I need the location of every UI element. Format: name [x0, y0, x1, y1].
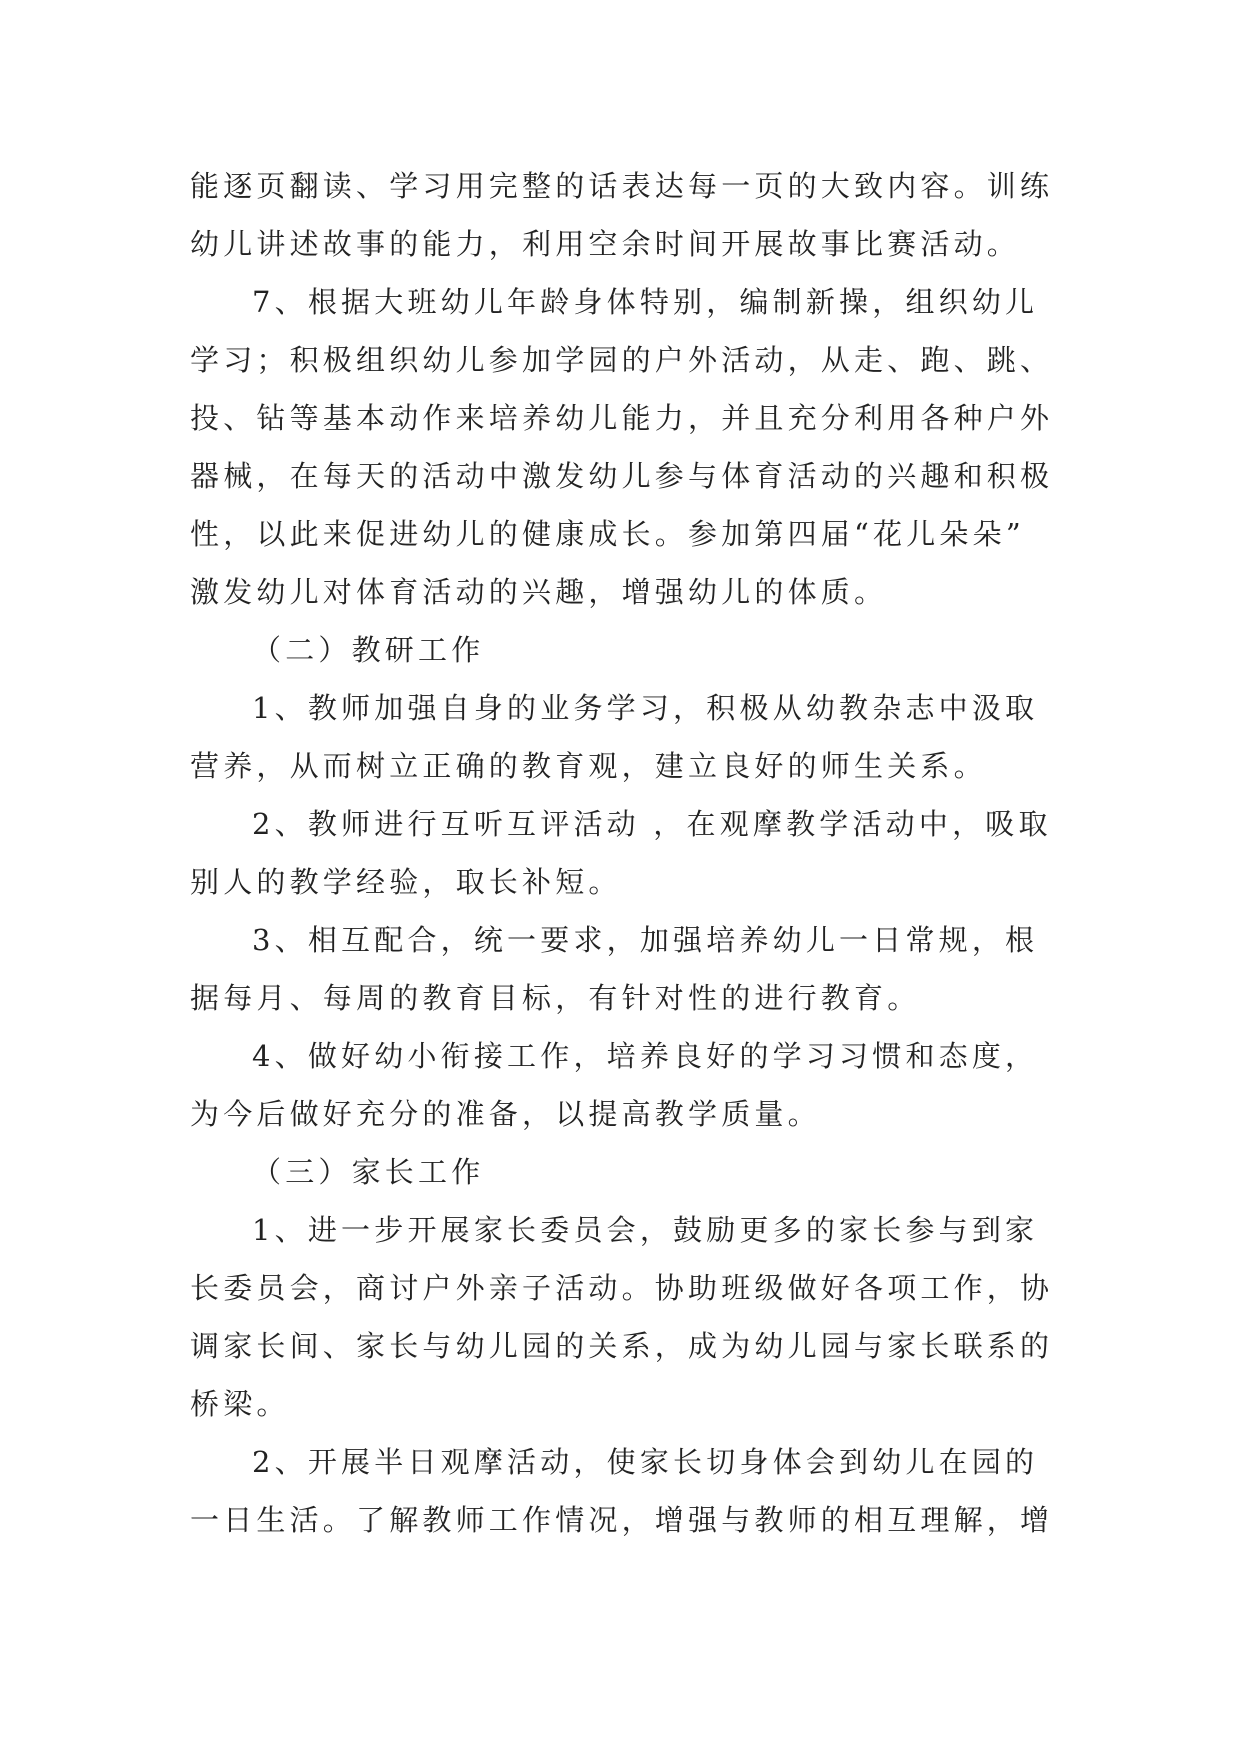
paragraph-first-line: 4、做好幼小衔接工作，培养良好的学习习惯和态度，	[252, 1039, 1039, 1073]
paragraph-first-line: 7、根据大班幼儿年龄身体特别，编制新操，组织幼儿	[252, 285, 1039, 319]
text-line: 别人的教学经验，取长补短。	[190, 865, 622, 899]
section-heading: （二）教研工作	[252, 633, 485, 667]
text-line: 激发幼儿对体育活动的兴趣，增强幼儿的体质。	[190, 575, 888, 609]
paragraph-first-line: 1、教师加强自身的业务学习，积极从幼教杂志中汲取	[252, 691, 1039, 725]
text-line: 营养，从而树立正确的教育观，建立良好的师生关系。	[190, 749, 987, 783]
section-heading: （三）家长工作	[252, 1155, 485, 1189]
paragraph-first-line: 3、相互配合，统一要求，加强培养幼儿一日常规，根	[252, 923, 1039, 957]
text-line: 为今后做好充分的准备，以提高教学质量。	[190, 1097, 821, 1131]
text-line: 投、钻等基本动作来培养幼儿能力，并且充分利用各种户外	[190, 401, 1054, 435]
paragraph-first-line: 2、开展半日观摩活动，使家长切身体会到幼儿在园的	[252, 1445, 1039, 1479]
paragraph-first-line: 1、进一步开展家长委员会，鼓励更多的家长参与到家	[252, 1213, 1039, 1247]
text-line: 学习；积极组织幼儿参加学园的户外活动，从走、跑、跳、	[190, 343, 1054, 377]
text-line: 能逐页翻读、学习用完整的话表达每一页的大致内容。训练	[190, 169, 1054, 203]
text-line: 幼儿讲述故事的能力，利用空余时间开展故事比赛活动。	[190, 227, 1021, 261]
text-line: 桥梁。	[190, 1387, 290, 1421]
text-line: 器械，在每天的活动中激发幼儿参与体育活动的兴趣和积极	[190, 459, 1054, 493]
text-line: 性，以此来促进幼儿的健康成长。参加第四届“花儿朵朵”	[190, 517, 1025, 551]
text-line: 长委员会，商讨户外亲子活动。协助班级做好各项工作，协	[190, 1271, 1054, 1305]
paragraph-first-line: 2、教师进行互听互评活动 ，在观摩教学活动中，吸取	[252, 807, 1052, 841]
text-line: 调家长间、家长与幼儿园的关系，成为幼儿园与家长联系的	[190, 1329, 1054, 1363]
text-line: 一日生活。了解教师工作情况，增强与教师的相互理解，增	[190, 1503, 1054, 1537]
text-line: 据每月、每周的教育目标，有针对性的进行教育。	[190, 981, 921, 1015]
